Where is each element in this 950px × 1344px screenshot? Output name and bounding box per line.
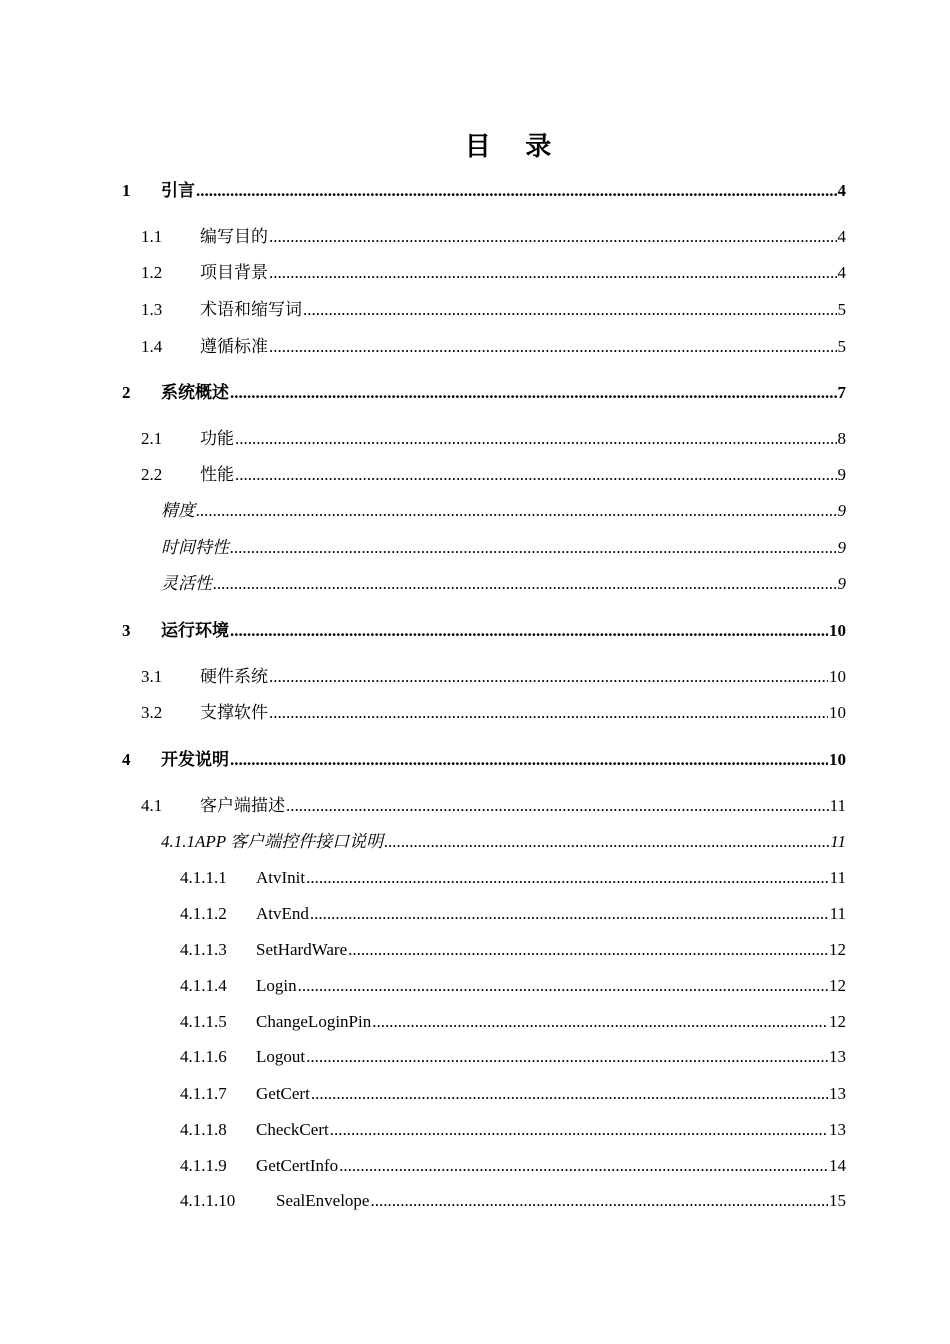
toc-entry[interactable] [141, 299, 846, 321]
toc-entry[interactable] [141, 795, 846, 817]
toc-entry[interactable] [180, 975, 846, 997]
toc-entry-page-number: 11 [829, 796, 846, 815]
toc-entry-number: 1.3 [141, 300, 163, 319]
toc-entry-title: 精度 [161, 501, 195, 520]
toc-dot-leader [370, 1190, 828, 1212]
toc-entry-title: 性能 [200, 465, 234, 484]
toc-entry-title: 引言 [161, 181, 195, 200]
toc-entry[interactable] [122, 620, 846, 642]
toc-entry-number: 4.1.1.7 [180, 1084, 227, 1103]
toc-title: 目 录 [464, 132, 566, 161]
toc-entry[interactable] [180, 867, 846, 889]
toc-entry-page-number: 9 [837, 501, 846, 520]
toc-entry-number: 1.4 [141, 337, 163, 356]
toc-entry-page-number: 4 [837, 227, 846, 246]
toc-dot-leader [269, 226, 837, 248]
toc-entry-title: 时间特性 [161, 538, 229, 557]
toc-entry-title: 遵循标准 [200, 337, 268, 356]
toc-dot-leader [286, 795, 829, 817]
toc-entry-page-number: 11 [829, 904, 846, 923]
toc-dot-leader [269, 262, 837, 284]
toc-entry[interactable] [161, 573, 846, 595]
toc-dot-leader [310, 903, 829, 925]
toc-entry-page-number: 9 [837, 538, 846, 557]
toc-entry-number: 1.1 [141, 227, 163, 246]
toc-entry[interactable] [141, 428, 846, 450]
toc-dot-leader [230, 620, 828, 642]
toc-entry-page-number: 9 [837, 465, 846, 484]
toc-entry-number: 4.1.1.4 [180, 976, 227, 995]
toc-entry-title: 系统概述 [161, 383, 229, 402]
toc-entry[interactable] [141, 702, 846, 724]
toc-entry-number: 4.1.1.5 [180, 1012, 227, 1031]
toc-dot-leader [348, 939, 828, 961]
toc-entry-title: 开发说明 [161, 750, 229, 769]
toc-entry[interactable] [180, 1190, 846, 1212]
toc-entry-title: 运行环境 [161, 621, 229, 640]
toc-entry-title: ChangeLoginPin [256, 1012, 372, 1031]
toc-entry[interactable] [161, 500, 846, 522]
toc-dot-leader [269, 702, 828, 724]
toc-entry-title: AtvEnd [256, 904, 309, 923]
toc-entry[interactable] [122, 382, 846, 404]
toc-entry-number: 4.1.1.1 [180, 868, 227, 887]
toc-entry[interactable] [141, 336, 846, 358]
toc-dot-leader [213, 573, 837, 595]
toc-entry-title: SealEnvelope [276, 1191, 370, 1210]
toc-dot-leader [230, 537, 837, 559]
toc-entry-page-number: 9 [837, 574, 846, 593]
toc-dot-leader [384, 831, 829, 853]
toc-entry-page-number: 12 [829, 940, 846, 959]
toc-entry[interactable] [180, 1046, 846, 1068]
toc-entry[interactable] [161, 537, 846, 559]
toc-entry-page-number: 13 [829, 1084, 846, 1103]
toc-entry[interactable] [180, 1155, 846, 1177]
toc-entry-page-number: 7 [837, 383, 846, 402]
toc-entry-number: 4.1 [141, 796, 163, 815]
toc-entry-title: 术语和缩写词 [200, 300, 302, 319]
toc-entry-title: SetHardWare [256, 940, 348, 959]
toc-entry-title: 编写目的 [200, 227, 268, 246]
toc-entry-number: 2.1 [141, 429, 163, 448]
toc-entry[interactable] [122, 749, 846, 771]
toc-entry-title: CheckCert [256, 1120, 329, 1139]
toc-entry-number: 1 [122, 181, 131, 200]
toc-dot-leader [311, 1083, 828, 1105]
toc-entry-page-number: 5 [837, 300, 846, 319]
toc-entry-title: 支撑软件 [200, 703, 268, 722]
toc-dot-leader [235, 464, 837, 486]
toc-entry-page-number: 14 [829, 1156, 846, 1175]
toc-entry[interactable] [180, 1119, 846, 1141]
toc-entry-page-number: 10 [829, 621, 846, 640]
toc-entry-title: 硬件系统 [200, 667, 268, 686]
toc-entry[interactable] [141, 464, 846, 486]
toc-dot-leader [306, 867, 829, 889]
toc-entry-number: 4.1.1.8 [180, 1120, 227, 1139]
toc-entry-title: 客户端描述 [200, 796, 285, 815]
toc-entry-page-number: 10 [829, 750, 846, 769]
toc-dot-leader [269, 666, 828, 688]
toc-dot-leader [298, 975, 828, 997]
toc-dot-leader [372, 1011, 828, 1033]
toc-dot-leader [230, 382, 837, 404]
toc-entry[interactable] [180, 1011, 846, 1033]
toc-entry-title: Logout [256, 1047, 306, 1066]
toc-entry-page-number: 12 [829, 976, 846, 995]
toc-entry-number: 4.1.1.2 [180, 904, 227, 923]
toc-entry[interactable] [161, 831, 846, 853]
toc-entry-number: 1.2 [141, 263, 163, 282]
toc-entry-page-number: 11 [829, 868, 846, 887]
toc-entry[interactable] [141, 262, 846, 284]
toc-entry[interactable] [180, 1083, 846, 1105]
toc-entry[interactable] [180, 903, 846, 925]
toc-dot-leader [330, 1119, 828, 1141]
toc-entry-number: 2 [122, 383, 131, 402]
toc-entry-page-number: 13 [829, 1047, 846, 1066]
toc-entry-title: 灵活性 [161, 574, 212, 593]
toc-dot-leader [235, 428, 837, 450]
toc-entry-page-number: 5 [837, 337, 846, 356]
toc-entry-page-number: 11 [830, 832, 846, 851]
toc-entry-page-number: 15 [829, 1191, 846, 1210]
toc-dot-leader [230, 749, 828, 771]
toc-entry[interactable] [141, 226, 846, 248]
toc-entry-title: 项目背景 [200, 263, 268, 282]
toc-entry-title: AtvInit [256, 868, 306, 887]
toc-entry-number: 4.1.1.6 [180, 1047, 227, 1066]
toc-entry-number: 4 [122, 750, 131, 769]
toc-dot-leader [303, 299, 837, 321]
toc-dot-leader [196, 500, 837, 522]
toc-entry[interactable] [180, 939, 846, 961]
toc-entry-page-number: 4 [837, 181, 846, 200]
toc-entry-page-number: 8 [837, 429, 846, 448]
toc-entry-page-number: 10 [829, 703, 846, 722]
toc-dot-leader [339, 1155, 828, 1177]
toc-dot-leader [196, 180, 837, 202]
toc-entry-number: 4.1.1.3 [180, 940, 227, 959]
toc-entry-title: 4.1.1APP 客户端控件接口说明 [161, 832, 384, 851]
toc-dot-leader [269, 336, 837, 358]
toc-entry-page-number: 4 [837, 263, 846, 282]
toc-entry-title: Login [256, 976, 297, 995]
toc-entry-title: GetCert [256, 1084, 310, 1103]
toc-entry-title: GetCertInfo [256, 1156, 339, 1175]
toc-entry-number: 4.1.1.10 [180, 1191, 236, 1210]
toc-entry-page-number: 12 [829, 1012, 846, 1031]
toc-entry-number: 4.1.1.9 [180, 1156, 227, 1175]
toc-entry-number: 3.1 [141, 667, 163, 686]
toc-entry-number: 3 [122, 621, 131, 640]
toc-entry-number: 2.2 [141, 465, 163, 484]
toc-entry-page-number: 10 [829, 667, 846, 686]
toc-dot-leader [306, 1046, 828, 1068]
toc-entry[interactable] [141, 666, 846, 688]
toc-entry[interactable] [122, 180, 846, 202]
toc-entry-page-number: 13 [829, 1120, 846, 1139]
toc-entry-number: 3.2 [141, 703, 163, 722]
toc-entry-title: 功能 [200, 429, 234, 448]
